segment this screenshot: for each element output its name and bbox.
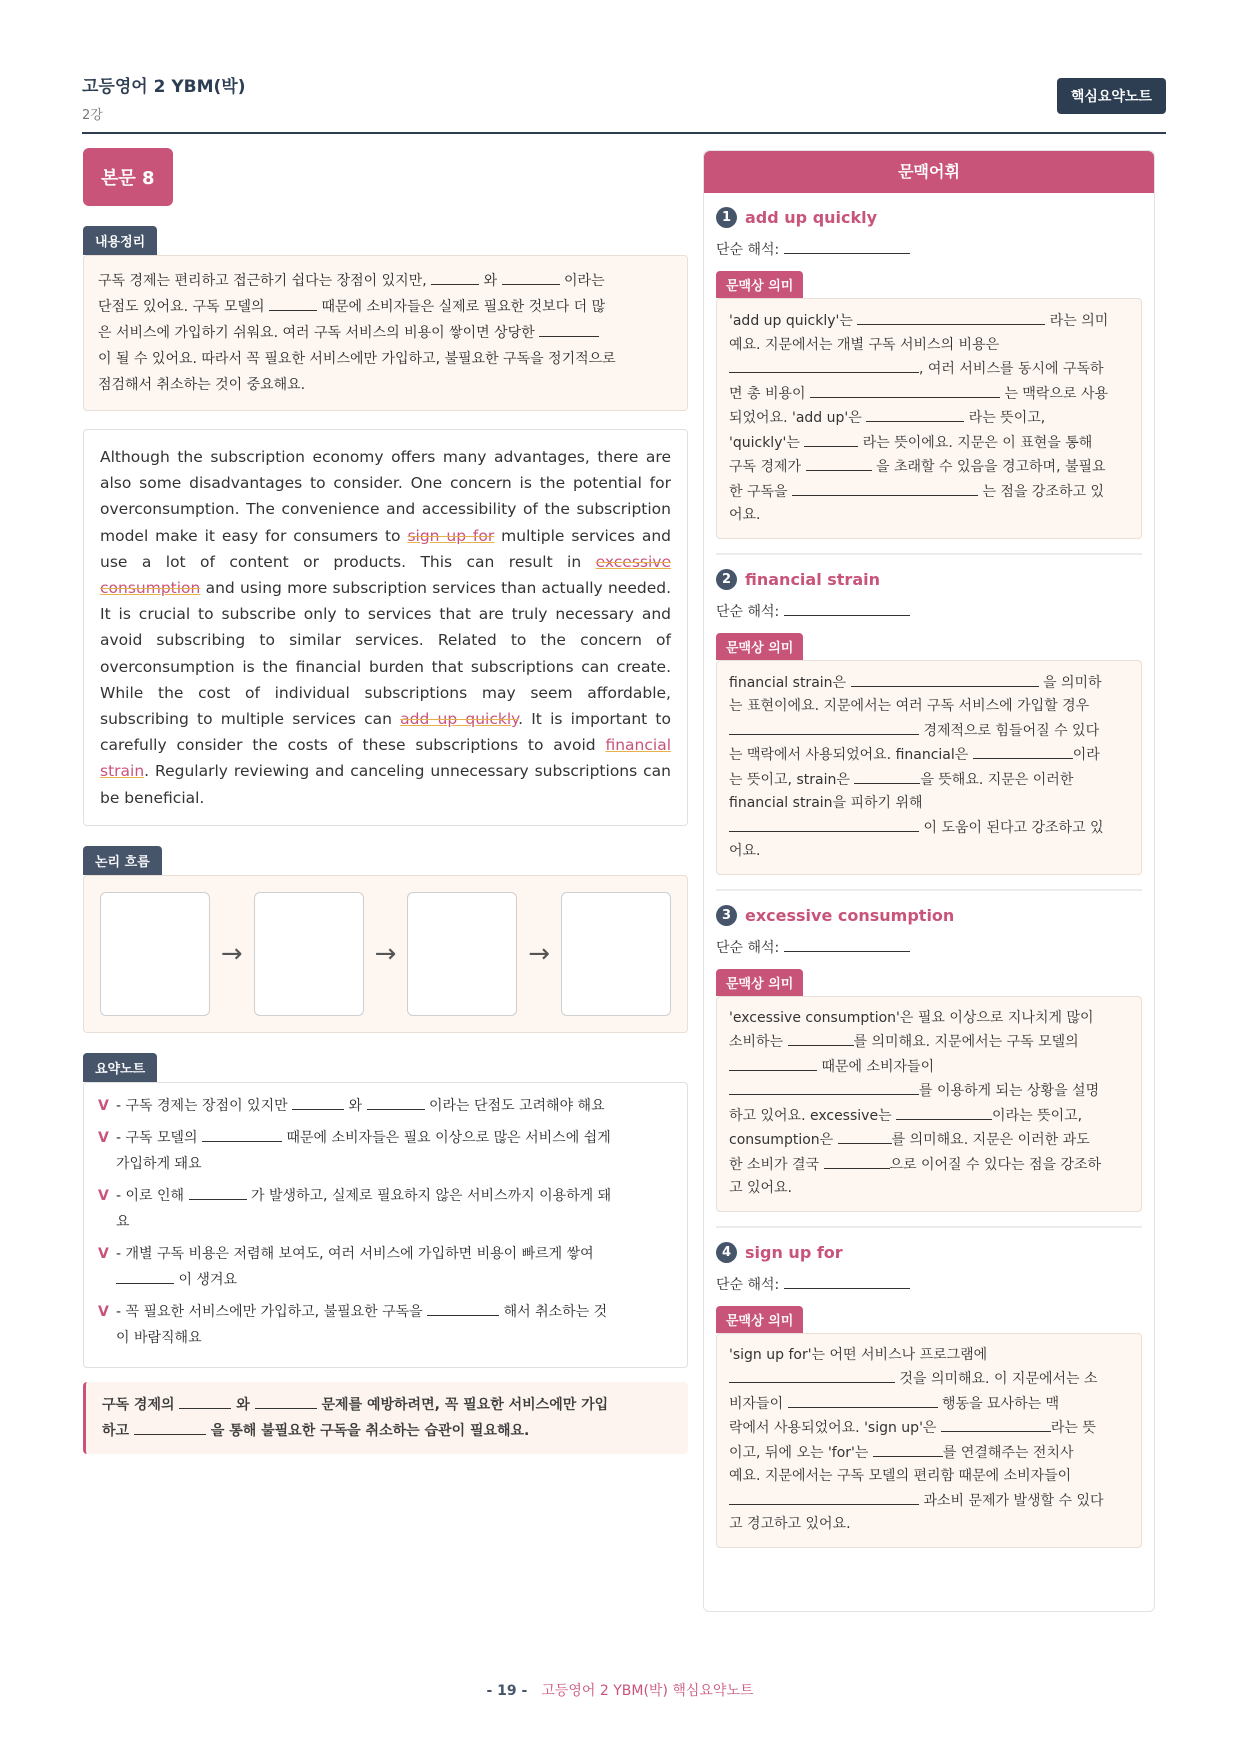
context-text: 어요. bbox=[729, 507, 761, 523]
note-item bbox=[98, 1125, 673, 1177]
context-text: 고 경고하고 있어요. bbox=[729, 1516, 851, 1532]
conclusion-text: 와 bbox=[236, 1396, 250, 1413]
context-text: 경제적으로 힘들어질 수 있다 bbox=[923, 722, 1100, 739]
blank[interactable] bbox=[729, 1079, 919, 1095]
meaning-blank[interactable] bbox=[784, 936, 910, 952]
item-number: 2 bbox=[716, 569, 737, 590]
blank[interactable] bbox=[431, 269, 479, 285]
context-text: 이 도움이 된다고 강조하고 있 bbox=[923, 819, 1104, 836]
note-text: - 구독 경제는 장점이 있지만 bbox=[116, 1097, 288, 1114]
context-text: 는 맥락으로 사용 bbox=[1004, 385, 1109, 402]
vocab-item bbox=[716, 1228, 1142, 1562]
highlight-financial-strain: financial strain bbox=[100, 736, 671, 781]
note-item bbox=[98, 1183, 673, 1235]
note-text: - 꼭 필요한 서비스에만 가입하고, 불필요한 구독을 bbox=[116, 1303, 423, 1320]
context-text: 과소비 문제가 발생할 수 있다 bbox=[923, 1492, 1104, 1509]
context-text: 고 있어요. bbox=[729, 1180, 792, 1196]
context-text: 는 뜻이고, strain은 bbox=[729, 771, 850, 788]
blank[interactable] bbox=[255, 1393, 317, 1409]
blank[interactable] bbox=[792, 480, 978, 496]
blank[interactable] bbox=[729, 357, 919, 373]
context-text: 는 맥락에서 사용되었어요. financial은 bbox=[729, 747, 969, 763]
context-text: 이고, 뒤에 오는 'for'는 bbox=[729, 1444, 869, 1461]
context-text: 라는 뜻 bbox=[1050, 1420, 1096, 1436]
context-text: 'excessive consumption'은 필요 이상으로 지나치게 많이 bbox=[729, 1009, 1094, 1026]
blank[interactable] bbox=[729, 816, 919, 832]
context-tag: 문맥상 의미 bbox=[716, 271, 803, 298]
context-text: 것을 의미해요. 이 지문에서는 소 bbox=[899, 1371, 1098, 1387]
context-tag: 문맥상 의미 bbox=[716, 969, 803, 996]
blank[interactable] bbox=[502, 269, 560, 285]
note-text: - 이로 인해 bbox=[116, 1187, 185, 1204]
note-item bbox=[98, 1241, 673, 1293]
blank[interactable] bbox=[189, 1184, 247, 1200]
summary-text: 은 서비스에 가입하기 쉬워요. 여러 구독 서비스의 비용이 쌓이면 상당한 bbox=[98, 325, 535, 341]
flow-card[interactable] bbox=[254, 892, 364, 1016]
context-text: 를 의미해요. 지문은 이러한 과도 bbox=[891, 1132, 1090, 1148]
blank[interactable] bbox=[851, 671, 1039, 687]
blank[interactable] bbox=[729, 1055, 817, 1071]
note-text: 가입하게 돼요 bbox=[116, 1155, 202, 1172]
vocab-panel bbox=[703, 150, 1155, 1612]
arrow-right-icon: → bbox=[528, 938, 550, 969]
context-tag: 문맥상 의미 bbox=[716, 633, 803, 660]
page-header bbox=[82, 70, 1166, 134]
note-text: - 구독 모델의 bbox=[116, 1129, 198, 1146]
note-type-badge: 핵심요약노트 bbox=[1057, 78, 1166, 114]
check-mark-icon: V bbox=[98, 1187, 109, 1204]
context-box bbox=[716, 660, 1142, 875]
context-text: 예요. 지문에서는 구독 모델의 편리함 때문에 소비자들이 bbox=[729, 1468, 1072, 1484]
context-text: 라는 의미 bbox=[1049, 313, 1109, 329]
context-text: 한 소비가 결국 bbox=[729, 1156, 820, 1173]
summary-text: 구독 경제는 편리하고 접근하기 쉽다는 장점이 있지만, bbox=[98, 273, 427, 289]
blank[interactable] bbox=[804, 431, 858, 447]
blank[interactable] bbox=[539, 321, 599, 337]
context-text: 는 점을 강조하고 있 bbox=[982, 483, 1104, 500]
context-text: 락에서 사용되었어요. 'sign up'은 bbox=[729, 1420, 937, 1436]
flow-card[interactable] bbox=[561, 892, 671, 1016]
blank[interactable] bbox=[202, 1126, 282, 1142]
passage-text: and using more subscription services than actually needed. It is crucial to subscribe only to services that are truly necessary and avoid subscribing to similar services. Related to the concern of overconsumption is the financial burden that subscriptions can create. While the cost of individual subscriptions may seem affordable, subscribing to multiple services can bbox=[100, 579, 671, 729]
context-text: 으로 이어질 수 있다는 점을 강조하 bbox=[889, 1156, 1102, 1173]
flow-card[interactable] bbox=[407, 892, 517, 1016]
meaning-label: 단순 해석: bbox=[716, 603, 780, 620]
arrow-right-icon: → bbox=[374, 938, 397, 969]
context-text: 을 뜻해요. 지문은 이러한 bbox=[920, 771, 1074, 788]
blank[interactable] bbox=[134, 1419, 206, 1435]
section-title: 본문 8 bbox=[83, 148, 173, 206]
meaning-blank[interactable] bbox=[784, 238, 910, 254]
summary-text: 때문에 소비자들은 실제로 필요한 것보다 더 많 bbox=[321, 299, 606, 315]
left-column bbox=[83, 148, 688, 1454]
footer-text: 고등영어 2 YBM(박) 핵심요약노트 bbox=[541, 1683, 754, 1699]
summary-text: 와 bbox=[483, 273, 498, 289]
blank[interactable] bbox=[973, 743, 1073, 759]
conclusion-box bbox=[83, 1382, 688, 1454]
conclusion-text: 하고 bbox=[102, 1422, 130, 1439]
context-text: 하고 있어요. excessive는 bbox=[729, 1107, 892, 1124]
item-number: 1 bbox=[716, 207, 737, 228]
blank[interactable] bbox=[866, 406, 964, 422]
flow-card[interactable] bbox=[100, 892, 210, 1016]
meaning-label: 단순 해석: bbox=[716, 1276, 780, 1293]
blank[interactable] bbox=[896, 1104, 992, 1120]
logic-flow-box bbox=[83, 875, 688, 1033]
passage-text: Although the subscription economy offers many advantages, there are also some disadvantages to consider. One concern is the potential for overconsumption. The convenience and accessibility of the subscription model make it easy for consumers to bbox=[100, 448, 671, 545]
vocab-term: add up quickly bbox=[745, 208, 878, 227]
blank[interactable] bbox=[806, 455, 872, 471]
context-text: 비자들이 bbox=[729, 1395, 784, 1412]
vocab-item bbox=[716, 891, 1142, 1228]
note-text: 요 bbox=[116, 1213, 130, 1230]
page-number: - 19 - bbox=[486, 1683, 528, 1699]
blank[interactable] bbox=[941, 1416, 1051, 1432]
passage-text: . It is important to carefully consider the costs of these subscriptions to avoid bbox=[100, 710, 671, 755]
context-box bbox=[716, 996, 1142, 1212]
blank[interactable] bbox=[116, 1268, 174, 1284]
blank[interactable] bbox=[854, 768, 920, 784]
check-mark-icon: V bbox=[98, 1129, 109, 1146]
vocab-term: sign up for bbox=[745, 1242, 843, 1262]
context-text: 라는 뜻이에요. 지문은 이 표현을 통해 bbox=[862, 434, 1093, 451]
context-text: 이라는 뜻이고, bbox=[992, 1107, 1083, 1124]
context-text: 되었어요. 'add up'은 bbox=[729, 410, 862, 426]
conclusion-text: 을 통해 불필요한 구독을 취소하는 습관이 필요해요. bbox=[210, 1422, 530, 1439]
context-box bbox=[716, 298, 1142, 539]
blank[interactable] bbox=[788, 1392, 938, 1408]
highlight-add-up-quickly: add up quickly bbox=[400, 710, 519, 729]
highlight-sign-up-for: sign up for bbox=[407, 526, 495, 545]
context-text: , 여러 서비스를 동시에 구독하 bbox=[919, 361, 1104, 377]
context-text: 구독 경제가 bbox=[729, 459, 802, 475]
blank[interactable] bbox=[729, 719, 919, 735]
note-text: 때문에 소비자들은 필요 이상으로 많은 서비스에 쉽게 bbox=[286, 1129, 611, 1146]
blank[interactable] bbox=[810, 382, 1000, 398]
context-text: 한 구독을 bbox=[729, 483, 788, 500]
notes-tag: 요약노트 bbox=[83, 1053, 157, 1082]
highlight-excessive-consumption: excessive consumption bbox=[100, 552, 671, 598]
arrow-right-icon: → bbox=[220, 938, 243, 969]
note-text: 이 바람직해요 bbox=[116, 1329, 202, 1346]
vocab-item bbox=[716, 555, 1142, 891]
vocab-term: financial strain bbox=[745, 569, 880, 589]
item-number: 3 bbox=[716, 905, 737, 926]
context-text: 를 이용하게 되는 상황을 설명 bbox=[919, 1083, 1100, 1099]
summary-notes-box bbox=[83, 1082, 688, 1368]
blank[interactable] bbox=[788, 1030, 854, 1046]
flow-tag: 논리 흐름 bbox=[83, 846, 162, 875]
meaning-label: 단순 해석: bbox=[716, 939, 780, 956]
lesson-label: 2강 bbox=[82, 108, 103, 123]
context-box bbox=[716, 1333, 1142, 1548]
summary-text: 이라는 bbox=[564, 273, 605, 289]
context-text: 라는 뜻이고, bbox=[968, 410, 1046, 426]
context-text: 예요. 지문에서는 개별 구독 서비스의 비용은 bbox=[729, 336, 1000, 353]
meaning-blank[interactable] bbox=[784, 600, 910, 616]
blank[interactable] bbox=[729, 1489, 919, 1505]
check-mark-icon: V bbox=[98, 1245, 109, 1262]
passage-text: multiple services and use a lot of content or products. This can result in bbox=[100, 526, 671, 571]
note-item bbox=[98, 1093, 673, 1119]
note-text: 가 발생하고, 실제로 필요하지 않은 서비스까지 이용하게 돼 bbox=[250, 1187, 612, 1204]
context-text: 을 초래할 수 있음을 경고하며, 불필요 bbox=[875, 459, 1106, 475]
context-text: 'quickly'는 bbox=[729, 434, 800, 451]
check-mark-icon: V bbox=[98, 1097, 109, 1114]
context-text: 소비하는 bbox=[729, 1034, 784, 1050]
context-text: 이라 bbox=[1072, 747, 1100, 763]
context-text: 면 총 비용이 bbox=[729, 385, 806, 402]
context-text: 어요. bbox=[729, 843, 761, 859]
summary-text: 단점도 있어요. 구독 모델의 bbox=[98, 299, 265, 315]
summary-tag: 내용정리 bbox=[83, 226, 157, 255]
context-tag: 문맥상 의미 bbox=[716, 1306, 803, 1333]
blank[interactable] bbox=[179, 1393, 231, 1409]
blank[interactable] bbox=[824, 1153, 890, 1169]
note-item bbox=[98, 1299, 673, 1351]
context-text: 을 의미하 bbox=[1042, 674, 1102, 691]
context-text: financial strain은 bbox=[729, 674, 847, 691]
context-text: financial strain을 피하기 위해 bbox=[729, 795, 923, 811]
context-text: 'sign up for'는 어떤 서비스나 프로그램에 bbox=[729, 1346, 988, 1363]
summary-text: 점검해서 취소하는 것이 중요해요. bbox=[98, 377, 306, 393]
item-number: 4 bbox=[716, 1242, 737, 1263]
context-text: consumption은 bbox=[729, 1132, 834, 1148]
context-text: 행동을 묘사하는 맥 bbox=[942, 1395, 1060, 1412]
blank[interactable] bbox=[729, 1367, 895, 1383]
note-text: 이 생겨요 bbox=[178, 1271, 237, 1288]
conclusion-text: 문제를 예방하려면, 꼭 필요한 서비스에만 가입 bbox=[321, 1396, 609, 1413]
document-title: 고등영어 2 YBM(박) bbox=[82, 77, 246, 97]
meaning-label: 단순 해석: bbox=[716, 242, 780, 258]
vocab-item bbox=[716, 193, 1142, 555]
note-text: - 개별 구독 비용은 저렴해 보여도, 여러 서비스에 가입하면 비용이 빠르게 쌓여 bbox=[116, 1245, 594, 1262]
context-text: 는 표현이에요. 지문에서는 여러 구독 서비스에 가입할 경우 bbox=[729, 698, 1090, 714]
vocab-term: excessive consumption bbox=[745, 905, 955, 925]
context-text: 때문에 소비자들이 bbox=[821, 1058, 935, 1075]
note-text: 와 bbox=[348, 1097, 363, 1114]
note-text: 이라는 단점도 고려해야 해요 bbox=[428, 1097, 605, 1114]
context-text: 'add up quickly'는 bbox=[729, 313, 853, 329]
blank[interactable] bbox=[269, 295, 317, 311]
blank[interactable] bbox=[838, 1128, 892, 1144]
blank[interactable] bbox=[873, 1441, 943, 1457]
passage-text: . Regularly reviewing and canceling unnecessary subscriptions can be beneficial. bbox=[100, 762, 671, 807]
blank[interactable] bbox=[367, 1094, 425, 1110]
note-text: 해서 취소하는 것 bbox=[503, 1303, 608, 1320]
passage-box bbox=[83, 429, 688, 826]
summary-box bbox=[83, 255, 688, 411]
page-footer bbox=[0, 1680, 1240, 1700]
context-text: 를 연결해주는 전치사 bbox=[942, 1444, 1074, 1461]
check-mark-icon: V bbox=[98, 1303, 109, 1320]
conclusion-text: 구독 경제의 bbox=[102, 1396, 175, 1413]
blank[interactable] bbox=[292, 1094, 344, 1110]
meaning-blank[interactable] bbox=[784, 1273, 910, 1289]
blank[interactable] bbox=[857, 309, 1045, 325]
summary-text: 이 될 수 있어요. 따라서 꼭 필요한 서비스에만 가입하고, 불필요한 구독을 정기적으로 bbox=[98, 351, 616, 367]
vocab-panel-title: 문맥어휘 bbox=[704, 151, 1154, 193]
blank[interactable] bbox=[427, 1300, 499, 1316]
context-text: 를 의미해요. 지문에서는 구독 모델의 bbox=[853, 1034, 1079, 1050]
